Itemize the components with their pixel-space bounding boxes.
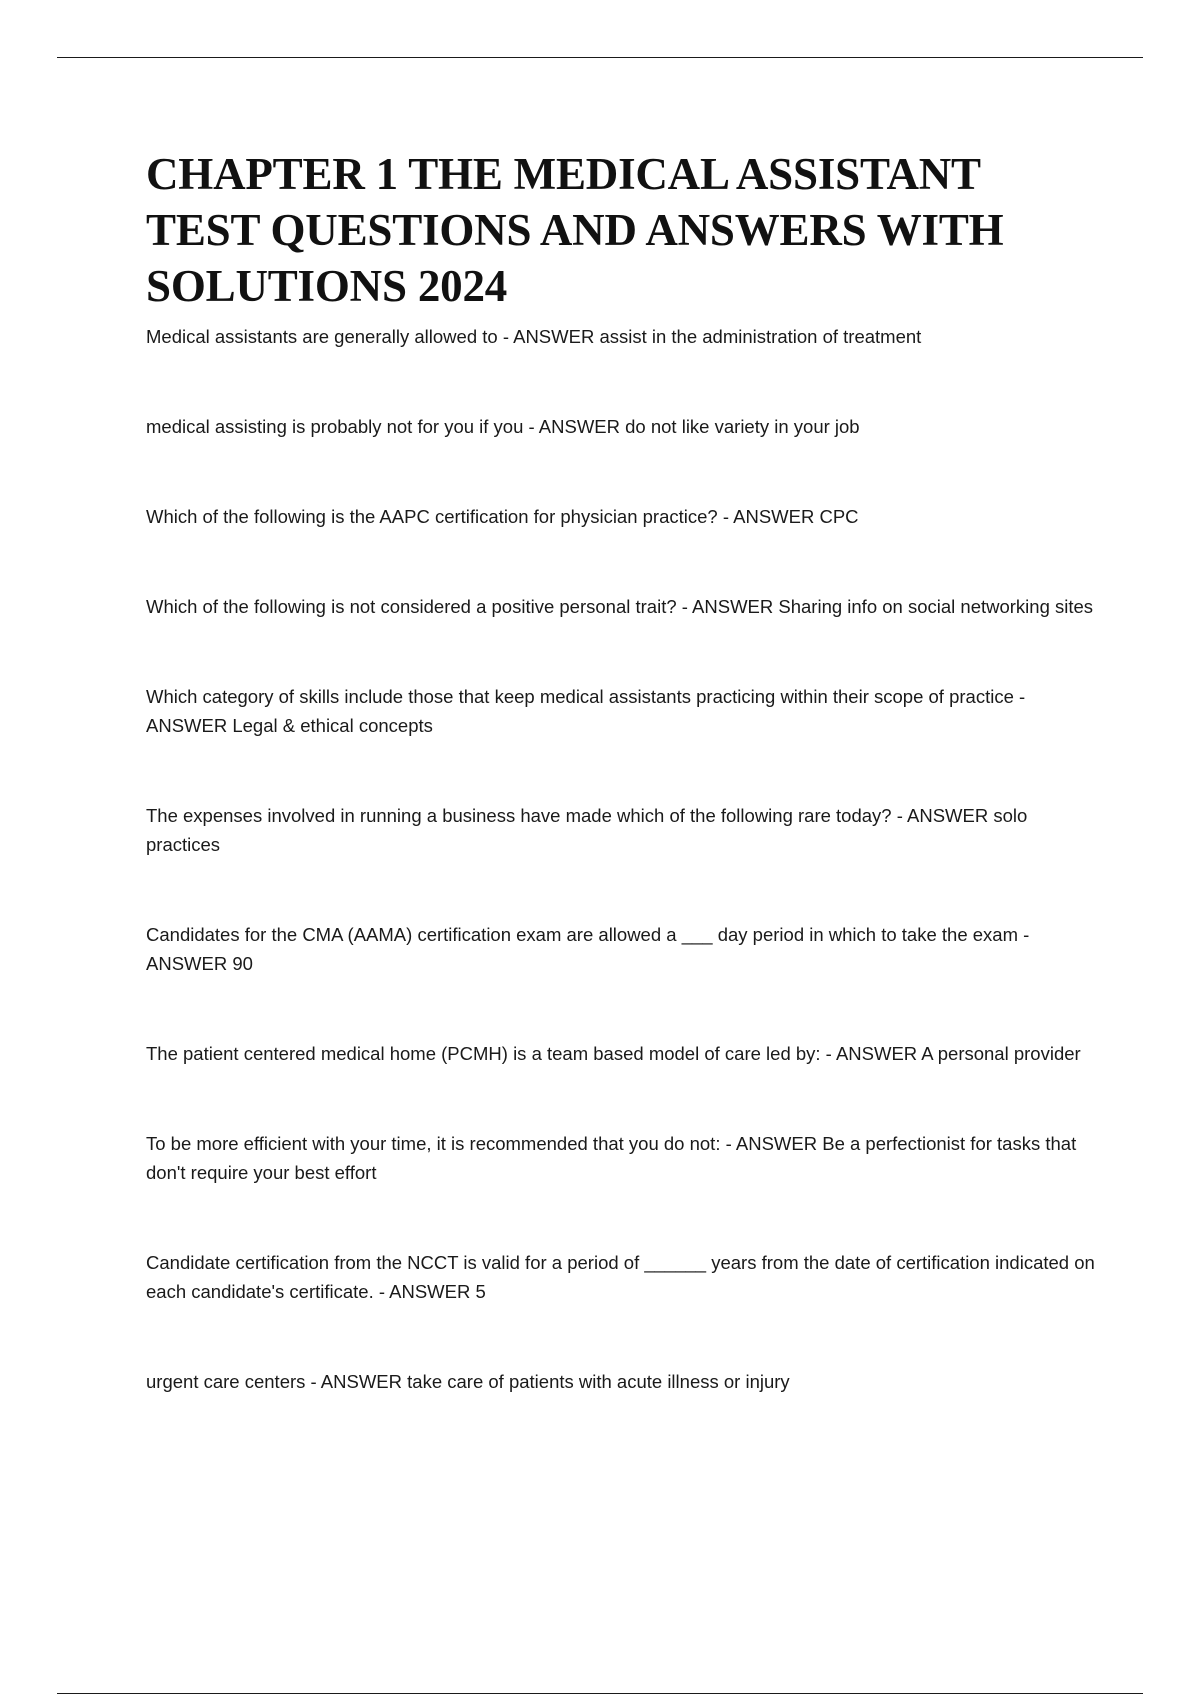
page-title: CHAPTER 1 THE MEDICAL ASSISTANT TEST QUESTIONS AND ANSWERS WITH SOLUTIONS 2024	[146, 149, 1004, 311]
bottom-rule	[57, 1693, 1143, 1694]
qa-item: Medical assistants are generally allowed to - ANSWER assist in the administration of treatment	[146, 326, 922, 347]
top-rule	[57, 57, 1143, 58]
qa-item: The patient centered medical home (PCMH) is a team based model of care led by: - ANSWER A personal provider	[146, 1043, 1081, 1064]
qa-item: The expenses involved in running a business have made which of the following rare today? - ANSWER solo practices	[146, 805, 1028, 855]
qa-item: Which of the following is the AAPC certification for physician practice? - ANSWER CPC	[146, 506, 859, 527]
qa-item: medical assisting is probably not for you if you - ANSWER do not like variety in your job	[146, 416, 860, 437]
document-body	[146, 146, 1096, 1396]
qa-item: To be more efficient with your time, it is recommended that you do not: - ANSWER Be a perfectionist for tasks that don't require your best effort	[146, 1133, 1077, 1183]
qa-item: Which of the following is not considered a positive personal trait? - ANSWER Sharing info on social networking sites	[146, 596, 1094, 617]
qa-list	[146, 322, 1096, 1396]
qa-item: Candidate certification from the NCCT is valid for a period of ______ years from the date of certification indicated on each candidate's certificate. - ANSWER 5	[146, 1252, 1095, 1302]
qa-item: Candidates for the CMA (AAMA) certification exam are allowed a ___ day period in which to take the exam - ANSWER 90	[146, 924, 1030, 974]
qa-item: urgent care centers - ANSWER take care of patients with acute illness or injury	[146, 1371, 790, 1392]
qa-item: Which category of skills include those that keep medical assistants practicing within their scope of practice - ANSWER Legal & ethical concepts	[146, 686, 1026, 736]
